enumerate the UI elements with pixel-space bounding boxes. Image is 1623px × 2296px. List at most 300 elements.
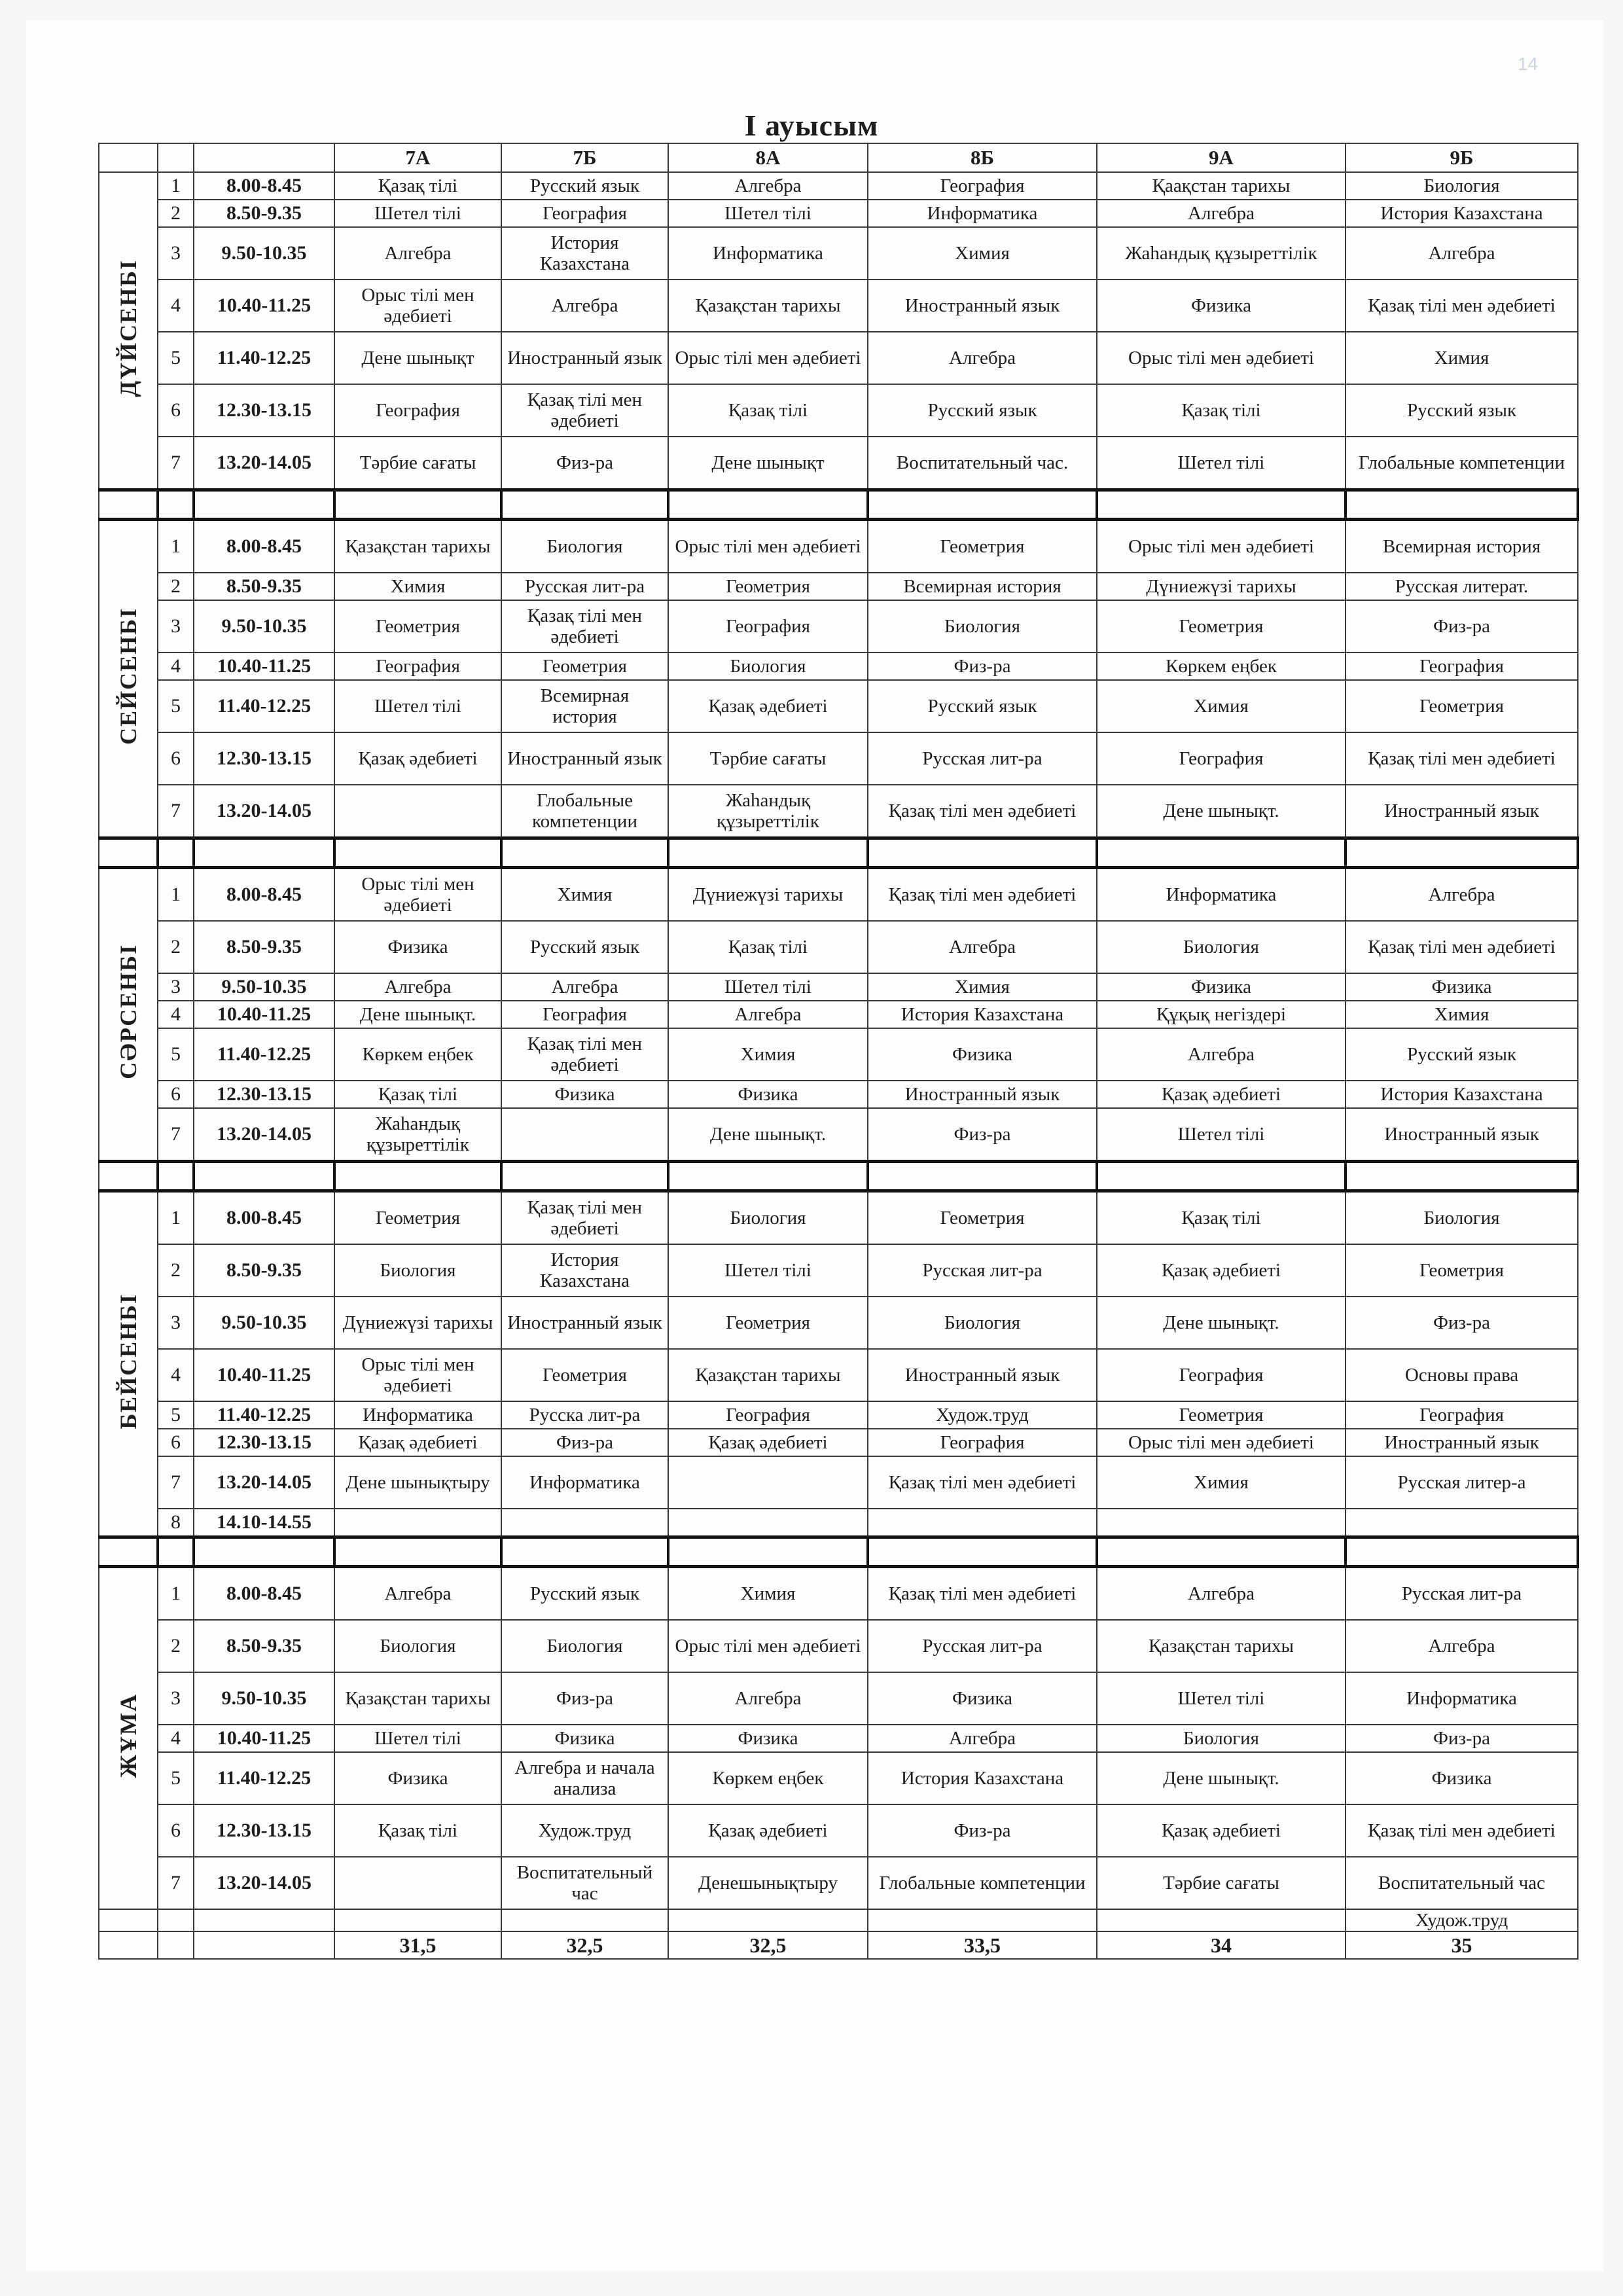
lesson-number: 5 bbox=[158, 1752, 194, 1804]
subject-cell: Алгебра bbox=[868, 921, 1097, 973]
lesson-time: 12.30-13.15 bbox=[194, 1429, 334, 1456]
subject-cell: Дене шынықт bbox=[668, 437, 868, 490]
subject-cell: Биология bbox=[501, 1620, 668, 1672]
lesson-time: 11.40-12.25 bbox=[194, 1752, 334, 1804]
extra-row bbox=[99, 1909, 1578, 1931]
subject-cell: Физ-ра bbox=[1346, 1297, 1578, 1349]
lesson-row bbox=[99, 732, 1578, 785]
subject-cell: Дене шынықт bbox=[334, 332, 501, 384]
separator-cell bbox=[99, 490, 158, 520]
lesson-time: 14.10-14.55 bbox=[194, 1509, 334, 1537]
subject-cell: История Казахстана bbox=[501, 1244, 668, 1297]
lesson-row bbox=[99, 437, 1578, 490]
subject-cell bbox=[334, 785, 501, 838]
lesson-row bbox=[99, 868, 1578, 922]
lesson-number: 7 bbox=[158, 1456, 194, 1509]
day-separator-row bbox=[99, 490, 1578, 520]
lesson-row bbox=[99, 332, 1578, 384]
weekly-hours-total: 32,5 bbox=[668, 1931, 868, 1959]
day-label-text: СЕЙСЕНБІ bbox=[115, 607, 141, 745]
separator-cell bbox=[868, 1537, 1097, 1567]
subject-cell: Алгебра bbox=[1097, 1567, 1346, 1621]
lesson-time: 8.50-9.35 bbox=[194, 573, 334, 600]
separator-cell bbox=[501, 1537, 668, 1567]
lesson-number: 3 bbox=[158, 600, 194, 653]
subject-cell bbox=[668, 1509, 868, 1537]
lesson-row bbox=[99, 1725, 1578, 1752]
subject-cell: Иностранный язык bbox=[501, 332, 668, 384]
subject-cell: Алгебра bbox=[1097, 200, 1346, 227]
subject-cell: География bbox=[334, 384, 501, 437]
separator-cell bbox=[194, 1162, 334, 1191]
lesson-number: 6 bbox=[158, 1804, 194, 1857]
subject-cell: Шетел тілі bbox=[1097, 1672, 1346, 1725]
header-cell-time bbox=[194, 143, 334, 172]
subject-cell: Тәрбие сағаты bbox=[1097, 1857, 1346, 1909]
subject-cell: География bbox=[501, 200, 668, 227]
subject-cell: Биология bbox=[501, 520, 668, 573]
lesson-number: 7 bbox=[158, 437, 194, 490]
lesson-number: 4 bbox=[158, 1725, 194, 1752]
subject-cell: Тәрбие сағаты bbox=[334, 437, 501, 490]
separator-cell bbox=[334, 1537, 501, 1567]
subject-cell: Шетел тілі bbox=[1097, 1108, 1346, 1162]
subject-cell: Қазақ тілі bbox=[668, 384, 868, 437]
lesson-number: 5 bbox=[158, 332, 194, 384]
lesson-row bbox=[99, 600, 1578, 653]
header-cell-day bbox=[99, 143, 158, 172]
subject-cell: Физика bbox=[1097, 279, 1346, 332]
subject-cell: Қазақ тілі мен әдебиеті bbox=[1346, 732, 1578, 785]
lesson-row bbox=[99, 973, 1578, 1001]
lesson-number: 5 bbox=[158, 1028, 194, 1081]
subject-cell: Глобальные компетенции bbox=[1346, 437, 1578, 490]
subject-cell: Геометрия bbox=[668, 573, 868, 600]
subject-cell: География bbox=[668, 600, 868, 653]
subject-cell: Алгебра bbox=[1346, 1620, 1578, 1672]
lesson-number: 3 bbox=[158, 227, 194, 279]
lesson-row bbox=[99, 573, 1578, 600]
subject-cell: Дене шынықтыру bbox=[334, 1456, 501, 1509]
extra-subject-cell bbox=[868, 1909, 1097, 1931]
subject-cell: Алгебра bbox=[668, 1001, 868, 1028]
lesson-row bbox=[99, 1349, 1578, 1401]
separator-cell bbox=[1346, 1537, 1578, 1567]
lesson-time: 8.50-9.35 bbox=[194, 200, 334, 227]
subject-cell: Информатика bbox=[668, 227, 868, 279]
separator-cell bbox=[194, 1537, 334, 1567]
schedule-table bbox=[98, 143, 1579, 1960]
subject-cell: Воспитательный час bbox=[501, 1857, 668, 1909]
separator-cell bbox=[194, 490, 334, 520]
lesson-row bbox=[99, 1857, 1578, 1909]
separator-cell bbox=[99, 1537, 158, 1567]
subject-cell: География bbox=[1097, 732, 1346, 785]
separator-cell bbox=[158, 1537, 194, 1567]
day-separator-row bbox=[99, 838, 1578, 868]
subject-cell: География bbox=[868, 172, 1097, 200]
separator-cell bbox=[501, 838, 668, 868]
subject-cell: Химия bbox=[868, 973, 1097, 1001]
subject-cell: Денешынықтыру bbox=[668, 1857, 868, 1909]
subject-cell: Дене шынықт. bbox=[668, 1108, 868, 1162]
subject-cell: Биология bbox=[1346, 172, 1578, 200]
extra-subject-cell bbox=[1097, 1909, 1346, 1931]
subject-cell: Воспитательный час. bbox=[868, 437, 1097, 490]
subject-cell: Всемирная история bbox=[501, 680, 668, 732]
subject-cell: Геометрия bbox=[1097, 600, 1346, 653]
subject-cell: Русская лит-ра bbox=[501, 573, 668, 600]
lesson-time: 13.20-14.05 bbox=[194, 1108, 334, 1162]
subject-cell: Геометрия bbox=[501, 653, 668, 680]
subject-cell: Химия bbox=[501, 868, 668, 922]
lesson-time: 8.50-9.35 bbox=[194, 1620, 334, 1672]
subject-cell: Жаһандық құзыреттілік bbox=[334, 1108, 501, 1162]
day-label-text: СӘРСЕНБІ bbox=[115, 944, 141, 1080]
subject-cell: Физика bbox=[334, 1752, 501, 1804]
subject-cell: Воспитательный час bbox=[1346, 1857, 1578, 1909]
subject-cell bbox=[501, 1108, 668, 1162]
lesson-row bbox=[99, 1567, 1578, 1621]
subject-cell: История Казахстана bbox=[1346, 1081, 1578, 1108]
subject-cell: Алгебра bbox=[501, 973, 668, 1001]
subject-cell: Шетел тілі bbox=[668, 973, 868, 1001]
subject-cell: Геометрия bbox=[668, 1297, 868, 1349]
subject-cell: Қазақ тілі мен әдебиеті bbox=[1346, 1804, 1578, 1857]
subject-cell: Алгебра bbox=[334, 973, 501, 1001]
lesson-number: 2 bbox=[158, 1244, 194, 1297]
subject-cell: Қазақстан тарихы bbox=[1097, 1620, 1346, 1672]
lesson-row bbox=[99, 921, 1578, 973]
subject-cell: Русский язык bbox=[868, 680, 1097, 732]
lesson-time: 13.20-14.05 bbox=[194, 1456, 334, 1509]
lesson-time: 9.50-10.35 bbox=[194, 1297, 334, 1349]
subject-cell: Орыс тілі мен әдебиеті bbox=[334, 1349, 501, 1401]
subject-cell: География bbox=[1346, 653, 1578, 680]
lesson-number: 4 bbox=[158, 1001, 194, 1028]
separator-cell bbox=[1346, 1162, 1578, 1191]
separator-cell bbox=[1097, 1162, 1346, 1191]
lesson-time: 11.40-12.25 bbox=[194, 680, 334, 732]
subject-cell: Всемирная история bbox=[1346, 520, 1578, 573]
subject-cell: Иностранный язык bbox=[868, 1081, 1097, 1108]
subject-cell: Дүниежүзі тарихы bbox=[1097, 573, 1346, 600]
subject-cell: География bbox=[501, 1001, 668, 1028]
lesson-time: 13.20-14.05 bbox=[194, 437, 334, 490]
subject-cell: Дене шынықт. bbox=[1097, 1752, 1346, 1804]
subject-cell: Орыс тілі мен әдебиеті bbox=[668, 332, 868, 384]
lesson-number: 4 bbox=[158, 653, 194, 680]
subject-cell: Жаһандық құзыреттілік bbox=[1097, 227, 1346, 279]
lesson-time: 12.30-13.15 bbox=[194, 384, 334, 437]
schedule-body bbox=[99, 172, 1578, 1959]
subject-cell: Орыс тілі мен әдебиеті bbox=[668, 520, 868, 573]
lesson-time: 8.00-8.45 bbox=[194, 520, 334, 573]
subject-cell: Қазақстан тарихы bbox=[334, 520, 501, 573]
subject-cell: Геометрия bbox=[334, 1191, 501, 1245]
subject-cell: Көркем еңбек bbox=[334, 1028, 501, 1081]
subject-cell: Физика bbox=[501, 1725, 668, 1752]
subject-cell: Химия bbox=[1097, 680, 1346, 732]
subject-cell: Алгебра bbox=[1346, 868, 1578, 922]
lesson-time: 8.00-8.45 bbox=[194, 868, 334, 922]
subject-cell: Қазақ әдебиеті bbox=[668, 1804, 868, 1857]
subject-cell: Русская лит-ра bbox=[868, 732, 1097, 785]
subject-cell: Информатика bbox=[334, 1401, 501, 1429]
lesson-number: 6 bbox=[158, 1081, 194, 1108]
lesson-row bbox=[99, 384, 1578, 437]
subject-cell: Қазақ тілі bbox=[668, 921, 868, 973]
subject-cell: Орыс тілі мен әдебиеті bbox=[1097, 520, 1346, 573]
subject-cell: Дене шынықт. bbox=[1097, 785, 1346, 838]
subject-cell: Дене шынықт. bbox=[1097, 1297, 1346, 1349]
subject-cell: Тәрбие сағаты bbox=[668, 732, 868, 785]
lesson-time: 11.40-12.25 bbox=[194, 1028, 334, 1081]
weekly-hours-total: 35 bbox=[1346, 1931, 1578, 1959]
subject-cell: Информатика bbox=[501, 1456, 668, 1509]
separator-cell bbox=[1097, 490, 1346, 520]
lesson-number: 2 bbox=[158, 200, 194, 227]
lesson-number: 2 bbox=[158, 1620, 194, 1672]
lesson-row bbox=[99, 227, 1578, 279]
weekly-hours-total: 33,5 bbox=[868, 1931, 1097, 1959]
subject-cell: Орыс тілі мен әдебиеті bbox=[1097, 1429, 1346, 1456]
subject-cell: Дүниежүзі тарихы bbox=[668, 868, 868, 922]
lesson-number: 5 bbox=[158, 680, 194, 732]
subject-cell: Русская литер-а bbox=[1346, 1456, 1578, 1509]
subject-cell: Алгебра и начала анализа bbox=[501, 1752, 668, 1804]
lesson-number: 7 bbox=[158, 785, 194, 838]
subject-cell: Алгебра bbox=[334, 1567, 501, 1621]
lesson-number: 6 bbox=[158, 732, 194, 785]
day-label bbox=[99, 1567, 158, 1910]
extra-subject-cell: Худож.труд bbox=[1346, 1909, 1578, 1931]
header-row bbox=[99, 143, 1578, 172]
lesson-row bbox=[99, 1804, 1578, 1857]
lesson-row bbox=[99, 1456, 1578, 1509]
subject-cell: Химия bbox=[1346, 332, 1578, 384]
lesson-time: 11.40-12.25 bbox=[194, 1401, 334, 1429]
lesson-number: 1 bbox=[158, 1567, 194, 1621]
subject-cell: Алгебра bbox=[334, 227, 501, 279]
lesson-row bbox=[99, 1297, 1578, 1349]
subject-cell bbox=[334, 1857, 501, 1909]
subject-cell: Орыс тілі мен әдебиеті bbox=[334, 868, 501, 922]
subject-cell bbox=[868, 1509, 1097, 1537]
lesson-row bbox=[99, 1752, 1578, 1804]
subject-cell: История Казахстана bbox=[1346, 200, 1578, 227]
subject-cell: Русский язык bbox=[501, 921, 668, 973]
subject-cell: Биология bbox=[1346, 1191, 1578, 1245]
weekly-hours-total: 34 bbox=[1097, 1931, 1346, 1959]
subject-cell: Геометрия bbox=[501, 1349, 668, 1401]
lesson-time: 8.00-8.45 bbox=[194, 172, 334, 200]
lesson-row bbox=[99, 1028, 1578, 1081]
day-separator-row bbox=[99, 1162, 1578, 1191]
separator-cell bbox=[501, 490, 668, 520]
lesson-number: 2 bbox=[158, 573, 194, 600]
page-number-mark: 14 bbox=[1517, 54, 1538, 74]
extra-subject-cell bbox=[668, 1909, 868, 1931]
lesson-row bbox=[99, 680, 1578, 732]
subject-cell: Биология bbox=[334, 1620, 501, 1672]
lesson-number: 6 bbox=[158, 384, 194, 437]
subject-cell: Құқық негіздері bbox=[1097, 1001, 1346, 1028]
subject-cell: Қазақ тілі мен әдебиеті bbox=[1346, 921, 1578, 973]
lesson-time: 11.40-12.25 bbox=[194, 332, 334, 384]
separator-cell bbox=[158, 1162, 194, 1191]
subject-cell: Физ-ра bbox=[501, 437, 668, 490]
lesson-time: 12.30-13.15 bbox=[194, 732, 334, 785]
lesson-number: 4 bbox=[158, 1349, 194, 1401]
separator-cell bbox=[668, 838, 868, 868]
subject-cell: Дене шынықт. bbox=[334, 1001, 501, 1028]
separator-cell bbox=[668, 1162, 868, 1191]
lesson-row bbox=[99, 653, 1578, 680]
lesson-number: 7 bbox=[158, 1108, 194, 1162]
lesson-number: 3 bbox=[158, 1297, 194, 1349]
subject-cell: Дүниежүзі тарихы bbox=[334, 1297, 501, 1349]
subject-cell: Биология bbox=[668, 1191, 868, 1245]
subject-cell: Қазақ тілі bbox=[1097, 384, 1346, 437]
day-label bbox=[99, 1191, 158, 1537]
subject-cell: Қазақ әдебиеті bbox=[1097, 1244, 1346, 1297]
subject-cell: Биология bbox=[868, 1297, 1097, 1349]
header-class-9a: 9А bbox=[1097, 143, 1346, 172]
subject-cell: Қазақ әдебиеті bbox=[668, 1429, 868, 1456]
subject-cell: Биология bbox=[1097, 921, 1346, 973]
subject-cell: Геометрия bbox=[1346, 680, 1578, 732]
separator-cell bbox=[194, 838, 334, 868]
lesson-row bbox=[99, 520, 1578, 573]
subject-cell bbox=[501, 1509, 668, 1537]
subject-cell: Орыс тілі мен әдебиеті bbox=[334, 279, 501, 332]
subject-cell: Алгебра bbox=[868, 332, 1097, 384]
day-label bbox=[99, 172, 158, 490]
subject-cell: География bbox=[1346, 1401, 1578, 1429]
totals-cell bbox=[194, 1931, 334, 1959]
subject-cell: Русская лит-ра bbox=[1346, 1567, 1578, 1621]
subject-cell: Физика bbox=[334, 921, 501, 973]
subject-cell: Глобальные компетенции bbox=[501, 785, 668, 838]
lesson-time: 13.20-14.05 bbox=[194, 785, 334, 838]
lesson-number: 2 bbox=[158, 921, 194, 973]
subject-cell: Геометрия bbox=[1097, 1401, 1346, 1429]
subject-cell: Химия bbox=[1346, 1001, 1578, 1028]
subject-cell bbox=[334, 1509, 501, 1537]
day-label-text: БЕЙСЕНБІ bbox=[115, 1293, 141, 1429]
subject-cell: Физ-ра bbox=[868, 1804, 1097, 1857]
subject-cell bbox=[668, 1456, 868, 1509]
subject-cell: Физ-ра bbox=[1346, 1725, 1578, 1752]
lesson-row bbox=[99, 1191, 1578, 1245]
subject-cell: Алгебра bbox=[668, 172, 868, 200]
subject-cell: Русская лит-ра bbox=[868, 1244, 1097, 1297]
extra-cell bbox=[158, 1909, 194, 1931]
day-separator-row bbox=[99, 1537, 1578, 1567]
subject-cell: Алгебра bbox=[1346, 227, 1578, 279]
subject-cell: История Казахстана bbox=[868, 1001, 1097, 1028]
lesson-time: 12.30-13.15 bbox=[194, 1081, 334, 1108]
subject-cell: Русский язык bbox=[1346, 1028, 1578, 1081]
subject-cell: Қаақстан тарихы bbox=[1097, 172, 1346, 200]
subject-cell: География bbox=[668, 1401, 868, 1429]
subject-cell bbox=[1097, 1509, 1346, 1537]
subject-cell: История Казахстана bbox=[868, 1752, 1097, 1804]
day-label-text: ЖҰМА bbox=[115, 1693, 141, 1778]
subject-cell: Физика bbox=[868, 1028, 1097, 1081]
separator-cell bbox=[868, 490, 1097, 520]
subject-cell: Физ-ра bbox=[1346, 600, 1578, 653]
subject-cell: Химия bbox=[868, 227, 1097, 279]
extra-subject-cell bbox=[334, 1909, 501, 1931]
separator-cell bbox=[334, 838, 501, 868]
subject-cell: Алгебра bbox=[1097, 1028, 1346, 1081]
subject-cell: Биология bbox=[868, 600, 1097, 653]
subject-cell: Қазақ әдебиеті bbox=[334, 732, 501, 785]
header-class-7b: 7Б bbox=[501, 143, 668, 172]
extra-subject-cell bbox=[501, 1909, 668, 1931]
subject-cell: Алгебра bbox=[868, 1725, 1097, 1752]
subject-cell: Физика bbox=[668, 1725, 868, 1752]
lesson-time: 10.40-11.25 bbox=[194, 1725, 334, 1752]
lesson-time: 10.40-11.25 bbox=[194, 279, 334, 332]
separator-cell bbox=[158, 490, 194, 520]
day-label bbox=[99, 868, 158, 1162]
subject-cell: Қазақ тілі мен әдебиеті bbox=[501, 1191, 668, 1245]
lesson-row bbox=[99, 1244, 1578, 1297]
subject-cell: Қазақ әдебиеті bbox=[1097, 1081, 1346, 1108]
subject-cell: Иностранный язык bbox=[1346, 1108, 1578, 1162]
subject-cell: Физика bbox=[1346, 973, 1578, 1001]
extra-cell bbox=[194, 1909, 334, 1931]
subject-cell: Қазақстан тарихы bbox=[668, 1349, 868, 1401]
day-label bbox=[99, 520, 158, 838]
separator-cell bbox=[158, 838, 194, 868]
lesson-number: 6 bbox=[158, 1429, 194, 1456]
lesson-row bbox=[99, 1672, 1578, 1725]
subject-cell: Көркем еңбек bbox=[668, 1752, 868, 1804]
separator-cell bbox=[99, 1162, 158, 1191]
lesson-row bbox=[99, 1108, 1578, 1162]
subject-cell: Информатика bbox=[868, 200, 1097, 227]
subject-cell: Русский язык bbox=[501, 1567, 668, 1621]
lesson-number: 1 bbox=[158, 1191, 194, 1245]
lesson-row bbox=[99, 200, 1578, 227]
subject-cell: Шетел тілі bbox=[668, 200, 868, 227]
separator-cell bbox=[334, 490, 501, 520]
subject-cell: Русская литерат. bbox=[1346, 573, 1578, 600]
lesson-number: 1 bbox=[158, 520, 194, 573]
subject-cell: Биология bbox=[668, 653, 868, 680]
subject-cell: Биология bbox=[334, 1244, 501, 1297]
lesson-number: 1 bbox=[158, 868, 194, 922]
subject-cell: Геометрия bbox=[868, 1191, 1097, 1245]
subject-cell: История Казахстана bbox=[501, 227, 668, 279]
lesson-time: 9.50-10.35 bbox=[194, 600, 334, 653]
lesson-row bbox=[99, 1509, 1578, 1537]
subject-cell: Химия bbox=[668, 1028, 868, 1081]
separator-cell bbox=[1346, 838, 1578, 868]
subject-cell: Шетел тілі bbox=[334, 1725, 501, 1752]
page-title: I ауысым bbox=[744, 109, 879, 142]
lesson-number: 1 bbox=[158, 172, 194, 200]
subject-cell: Иностранный язык bbox=[1346, 785, 1578, 838]
totals-cell bbox=[99, 1931, 158, 1959]
subject-cell: Шетел тілі bbox=[1097, 437, 1346, 490]
subject-cell: Қазақ тілі мен әдебиеті bbox=[1346, 279, 1578, 332]
subject-cell: Геометрия bbox=[334, 600, 501, 653]
